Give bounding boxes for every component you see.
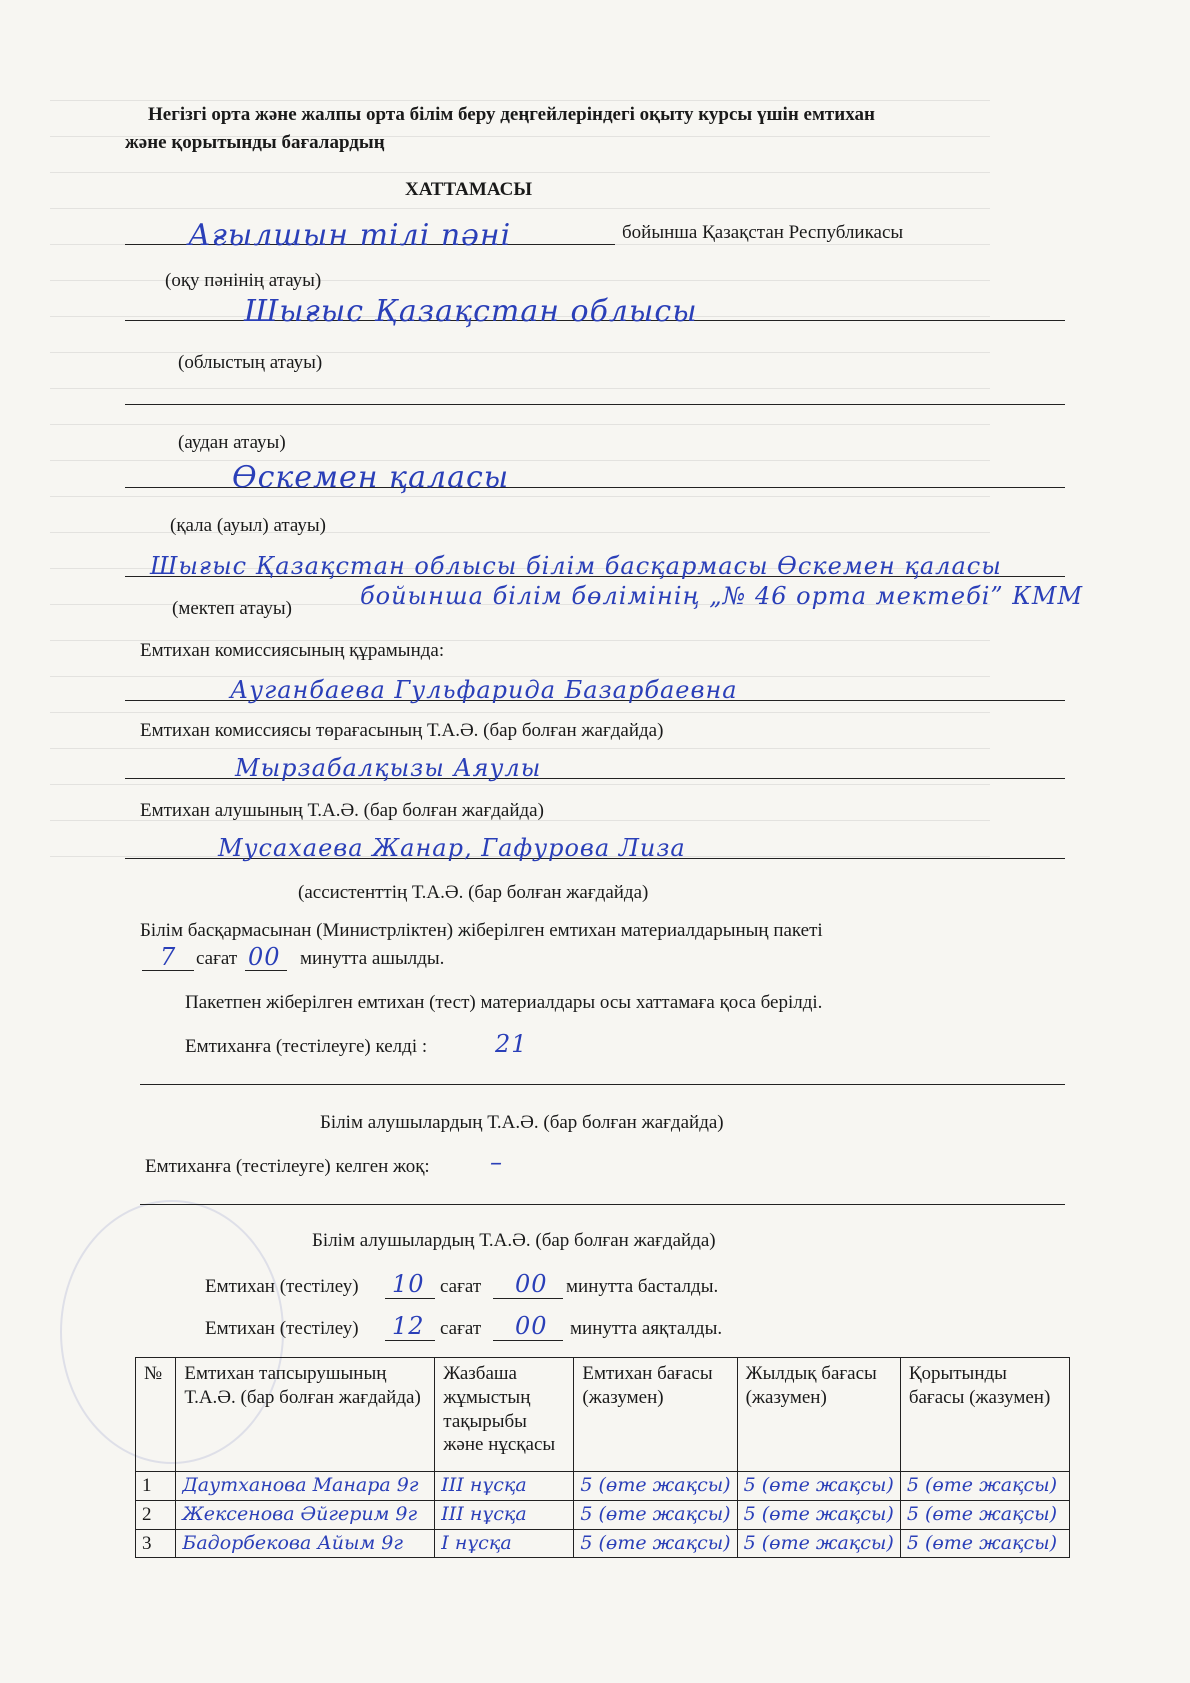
end-minute-line (493, 1340, 563, 1341)
row-number: 1 (136, 1472, 176, 1501)
end-hour: 12 (392, 1312, 425, 1340)
row-final-grade: 5 (өте жақсы) (900, 1500, 1069, 1529)
row-variant: I нұсқа (435, 1529, 574, 1558)
district-line (125, 404, 1065, 405)
table-header-row (136, 1358, 1070, 1472)
end-hour-line (385, 1340, 435, 1341)
came-label: Емтиханға (тестілеуге) келді : (185, 1036, 428, 1057)
absent-value: – (490, 1148, 503, 1176)
row-name: Даутханова Манара 9г (176, 1472, 435, 1501)
package-minute: 00 (248, 943, 281, 971)
city-caption: (қала (ауыл) атауы) (170, 515, 326, 536)
package-hour-label: сағат (196, 948, 238, 969)
subject-value: Ағылшын тілі пәні (188, 218, 512, 253)
title-line-1: Негізгі орта және жалпы орта білім беру деңгейлеріндегі оқыту курсы үшін емтихан (148, 104, 875, 125)
came-value: 21 (495, 1030, 528, 1058)
row-annual-grade: 5 (өте жақсы) (737, 1472, 900, 1501)
row-number: 2 (136, 1500, 176, 1529)
end-label: Емтихан (тестілеу) (205, 1318, 359, 1339)
package-hour: 7 (160, 943, 177, 971)
school-caption: (мектеп атауы) (172, 598, 292, 619)
came-line (140, 1084, 1065, 1085)
row-final-grade: 5 (өте жақсы) (900, 1472, 1069, 1501)
bleed-through-shadow (50, 100, 990, 860)
table-row (136, 1529, 1070, 1558)
end-hour-label: сағат (440, 1318, 482, 1339)
table-row (136, 1500, 1070, 1529)
header-name: Емтихан тапсырушының Т.А.Ә. (бар болған жағдайда) (176, 1358, 435, 1472)
absent-line (140, 1204, 1065, 1205)
assistants-value: Мусахаева Жанар, Гафурова Лиза (218, 834, 686, 862)
subject-caption: (оқу пәнінің атауы) (165, 270, 322, 291)
title-line-2: және қорытынды бағалардың (125, 132, 385, 153)
package-attached: Пакетпен жіберілген емтихан (тест) материалдары осы хаттамаға қоса берілді. (185, 992, 823, 1013)
chair-value: Ауганбаева Гульфарида Базарбаевна (230, 676, 738, 704)
row-number: 3 (136, 1529, 176, 1558)
commission-label: Емтихан комиссиясының құрамында: (140, 640, 445, 661)
row-annual-grade: 5 (өте жақсы) (737, 1529, 900, 1558)
row-annual-grade: 5 (өте жақсы) (737, 1500, 900, 1529)
end-minute: 00 (515, 1312, 548, 1340)
subject-suffix: бойынша Қазақстан Республикасы (622, 222, 904, 243)
start-hour: 10 (392, 1270, 425, 1298)
start-minute-line (493, 1298, 563, 1299)
row-name: Бадорбекова Айым 9г (176, 1529, 435, 1558)
examiner-value: Мырзабалқызы Аяулы (235, 754, 542, 782)
header-variant: Жазбаша жұмыстың тақырыбы және нұсқасы (435, 1358, 574, 1472)
title-heading: ХАТТАМАСЫ (405, 179, 532, 200)
came-caption: Білім алушылардың Т.А.Ә. (бар болған жағдайда) (320, 1112, 724, 1133)
chair-caption: Емтихан комиссиясы төрағасының Т.А.Ә. (бар болған жағдайда) (140, 720, 664, 741)
city-value: Өскемен қаласы (232, 460, 510, 495)
header-annual-grade: Жылдық бағасы (жазумен) (737, 1358, 900, 1472)
absent-label: Емтиханға (тестілеуге) келген жоқ: (145, 1156, 430, 1177)
header-final-grade: Қорытынды бағасы (жазумен) (900, 1358, 1069, 1472)
region-caption: (облыстың атауы) (178, 352, 323, 373)
examiner-caption: Емтихан алушының Т.А.Ә. (бар болған жағдайда) (140, 800, 544, 821)
row-exam-grade: 5 (өте жақсы) (574, 1529, 737, 1558)
row-exam-grade: 5 (өте жақсы) (574, 1500, 737, 1529)
row-name: Жексенова Әйгерим 9г (176, 1500, 435, 1529)
row-final-grade: 5 (өте жақсы) (900, 1529, 1069, 1558)
assistants-caption: (ассистенттің Т.А.Ә. (бар болған жағдайда) (298, 882, 649, 903)
header-exam-grade: Емтихан бағасы (жазумен) (574, 1358, 737, 1472)
row-variant: III нұсқа (435, 1472, 574, 1501)
start-hour-label: сағат (440, 1276, 482, 1297)
region-value: Шығыс Қазақстан облысы (244, 294, 698, 329)
results-table (135, 1357, 1070, 1558)
end-suffix: минутта аяқталды. (570, 1318, 723, 1339)
header-number: № (136, 1358, 176, 1472)
package-minute-label: минутта ашылды. (300, 948, 445, 969)
start-label: Емтихан (тестілеу) (205, 1276, 359, 1297)
school-value-line-1: Шығыс Қазақстан облысы білім басқармасы Өскемен қаласы (150, 552, 1002, 580)
district-caption: (аудан атауы) (178, 432, 286, 453)
package-line-1: Білім басқармасынан (Министрліктен) жіберілген емтихан материалдарының пакеті (140, 920, 823, 941)
school-value-line-2: бойынша білім бөлімінің „№ 46 орта мектебі” КММ (360, 582, 1084, 610)
start-minute: 00 (515, 1270, 548, 1298)
absent-caption: Білім алушылардың Т.А.Ә. (бар болған жағдайда) (312, 1230, 716, 1251)
row-exam-grade: 5 (өте жақсы) (574, 1472, 737, 1501)
start-hour-line (385, 1298, 435, 1299)
table-row (136, 1472, 1070, 1501)
start-suffix: минутта басталды. (566, 1276, 719, 1297)
row-variant: III нұсқа (435, 1500, 574, 1529)
